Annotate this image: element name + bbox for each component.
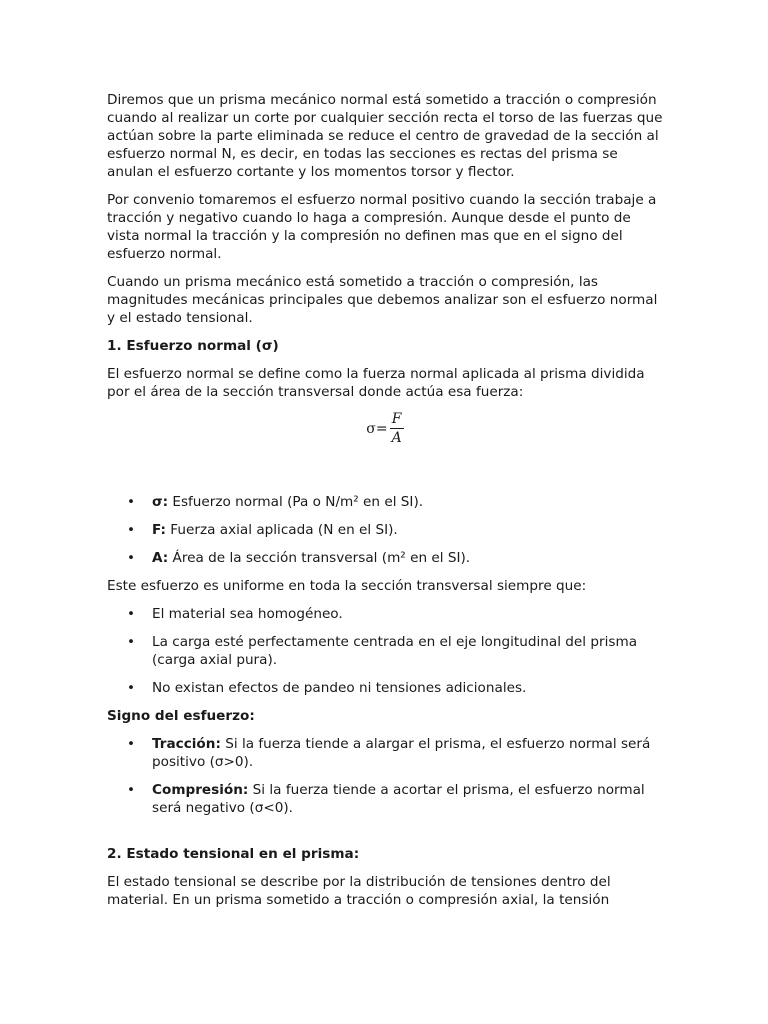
section-2-heading: 2. Estado tensional en el prisma: <box>107 846 360 862</box>
spacer <box>107 827 663 845</box>
intro-paragraph-2: Por convenio tomaremos el esfuerzo normal positivo cuando la sección trabaje a tracción y negativo cuando lo haga a compresión. Aunque desde el punto de vista normal la tracción y la compresión no definen mas que en el signo del esfuerzo normal. <box>107 192 657 262</box>
sign-heading: Signo del esfuerzo: <box>107 708 255 724</box>
section-1-heading: 1. Esfuerzo normal (σ) <box>107 338 279 354</box>
list-item: • Tracción: Si la fuerza tiende a alargar el prisma, el esfuerzo normal será positivo (σ>0). <box>107 735 663 771</box>
formula-numerator: F <box>391 411 402 427</box>
intro-paragraph-3: Cuando un prisma mecánico está sometido a tracción o compresión, las magnitudes mecánicas principales que debemos analizar son el esfuerzo normal y el estado tensional. <box>107 274 658 326</box>
formula-equals: = <box>375 421 388 437</box>
formula-fraction <box>390 411 404 447</box>
list-item: • No existan efectos de pandeo ni tensiones adicionales. <box>107 679 663 697</box>
normal-stress-definition: El esfuerzo normal se define como la fuerza normal aplicada al prisma dividida por el área de la sección transversal donde actúa esa fuerza: <box>107 366 645 400</box>
list-item: • El material sea homogéneo. <box>107 605 663 623</box>
formula-lhs: σ <box>366 421 376 437</box>
list-item: • A: Área de la sección transversal (m² en el SI). <box>107 549 663 567</box>
intro-paragraph-1: Diremos que un prisma mecánico normal está sometido a tracción o compresión cuando al realizar un corte por cualquier sección recta el torso de las fuerzas que actúan sobre la parte eliminada se reduce el centro de gravedad de la sección al esfuerzo normal N, es decir, en todas las secciones es rectas del prisma se anulan el esfuerzo cortante y los momentos torsor y flector. <box>107 92 663 180</box>
section-2-paragraph: El estado tensional se describe por la distribución de tensiones dentro del material. En un prisma sometido a tracción o compresión axial, la tensión <box>107 874 611 908</box>
signs-list <box>107 735 663 817</box>
list-item: • Compresión: Si la fuerza tiende a acortar el prisma, el esfuerzo normal será negativo (σ<0). <box>107 781 663 817</box>
formula-denominator: A <box>391 430 402 446</box>
uniform-intro: Este esfuerzo es uniforme en toda la sección transversal siempre que: <box>107 578 587 594</box>
list-item: • F: Fuerza axial aplicada (N en el SI). <box>107 521 663 539</box>
conditions-list <box>107 605 663 697</box>
document-page <box>107 91 663 919</box>
normal-stress-formula <box>107 411 663 449</box>
variables-list <box>107 493 663 567</box>
list-item: • La carga esté perfectamente centrada en el eje longitudinal del prisma (carga axial pura). <box>107 633 663 669</box>
list-item: • σ: Esfuerzo normal (Pa o N/m² en el SI). <box>107 493 663 511</box>
